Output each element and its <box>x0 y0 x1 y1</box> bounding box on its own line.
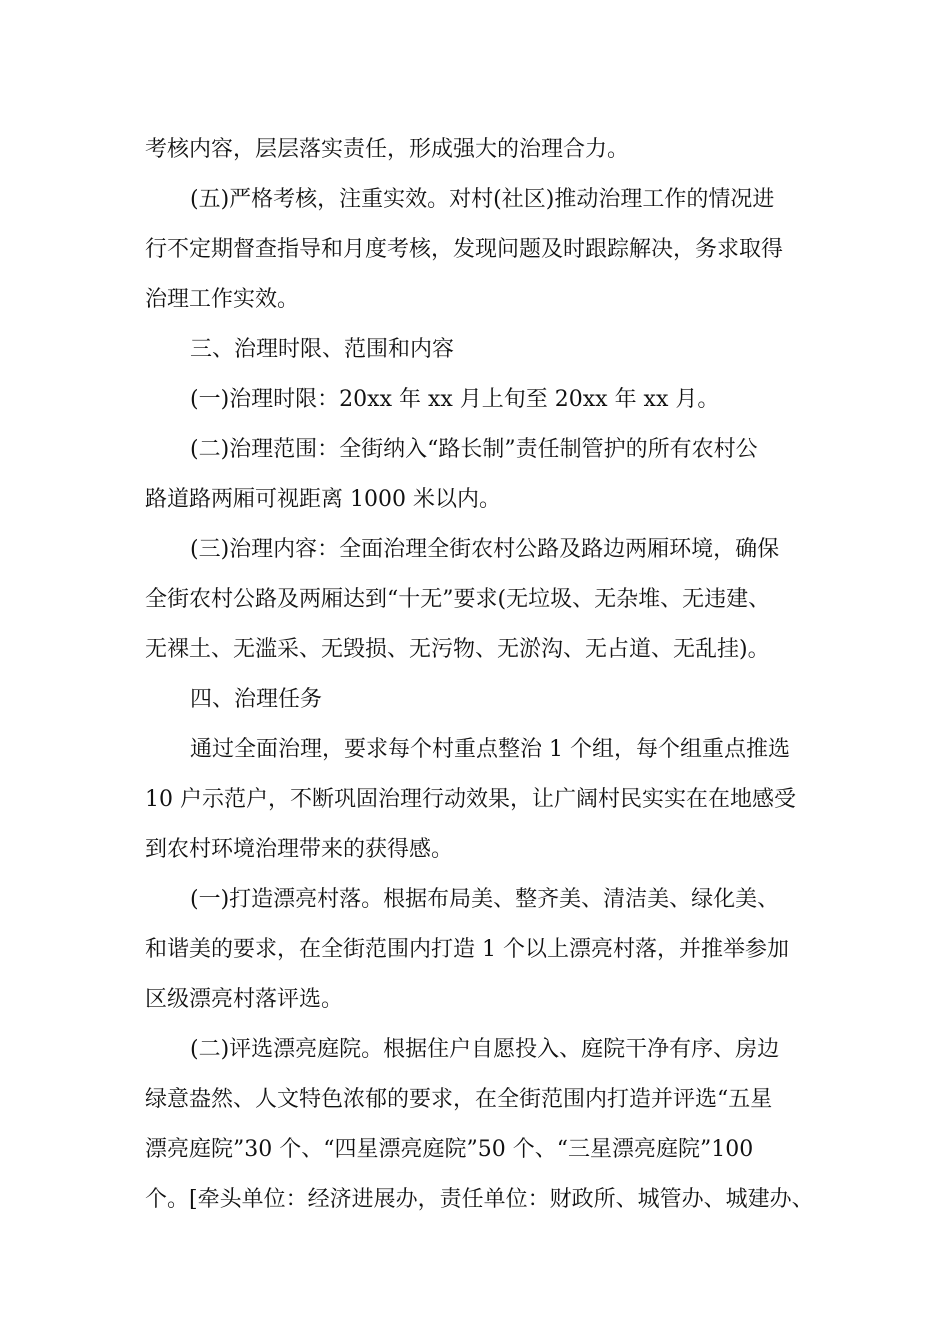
text-line: (一)打造漂亮村落。根据布局美、整齐美、清洁美、绿化美、 <box>190 887 780 912</box>
text-line: 绿意盎然、人文特色浓郁的要求，在全街范围内打造并评选“五星 <box>145 1087 773 1112</box>
text-line: 无裸土、无滥采、无毁损、无污物、无淤沟、无占道、无乱挂)。 <box>145 637 770 662</box>
text-line: 漂亮庭院”30 个、“四星漂亮庭院”50 个、“三星漂亮庭院”100 <box>145 1137 754 1162</box>
text-line: 10 户示范户，不断巩固治理行动效果，让广阔村民实实在在地感受 <box>145 787 796 812</box>
text-line: 行不定期督查指导和月度考核，发现问题及时跟踪解决，务求取得 <box>145 237 784 262</box>
text-line: (二)治理范围：全街纳入“路长制”责任制管护的所有农村公 <box>190 437 758 462</box>
text-line: (二)评选漂亮庭院。根据住户自愿投入、庭院干净有序、房边 <box>190 1037 780 1062</box>
text-line: 路道路两厢可视距离 1000 米以内。 <box>145 487 501 512</box>
section-heading: 四、治理任务 <box>190 687 323 712</box>
text-line: 考核内容，层层落实责任，形成强大的治理合力。 <box>145 137 630 162</box>
text-line: (一)治理时限：20xx 年 xx 月上旬至 20xx 年 xx 月。 <box>190 387 720 412</box>
text-line: 个。[牵头单位：经济进展办，责任单位：财政所、城管办、城建办、 <box>145 1187 814 1212</box>
text-line: 区级漂亮村落评选。 <box>145 987 344 1012</box>
text-line: 全街农村公路及两厢达到“十无”要求(无垃圾、无杂堆、无违建、 <box>145 587 771 612</box>
text-line: 和谐美的要求，在全街范围内打造 1 个以上漂亮村落，并推举参加 <box>145 937 789 962</box>
text-line: (五)严格考核，注重实效。对村(社区)推动治理工作的情况进 <box>190 187 775 212</box>
section-heading: 三、治理时限、范围和内容 <box>190 337 455 362</box>
text-line: 通过全面治理，要求每个村重点整治 1 个组，每个组重点推选 <box>190 737 790 762</box>
text-line: 到农村环境治理带来的获得感。 <box>145 837 454 862</box>
text-line: 治理工作实效。 <box>145 287 300 312</box>
text-line: (三)治理内容：全面治理全街农村公路及路边两厢环境，确保 <box>190 537 780 562</box>
